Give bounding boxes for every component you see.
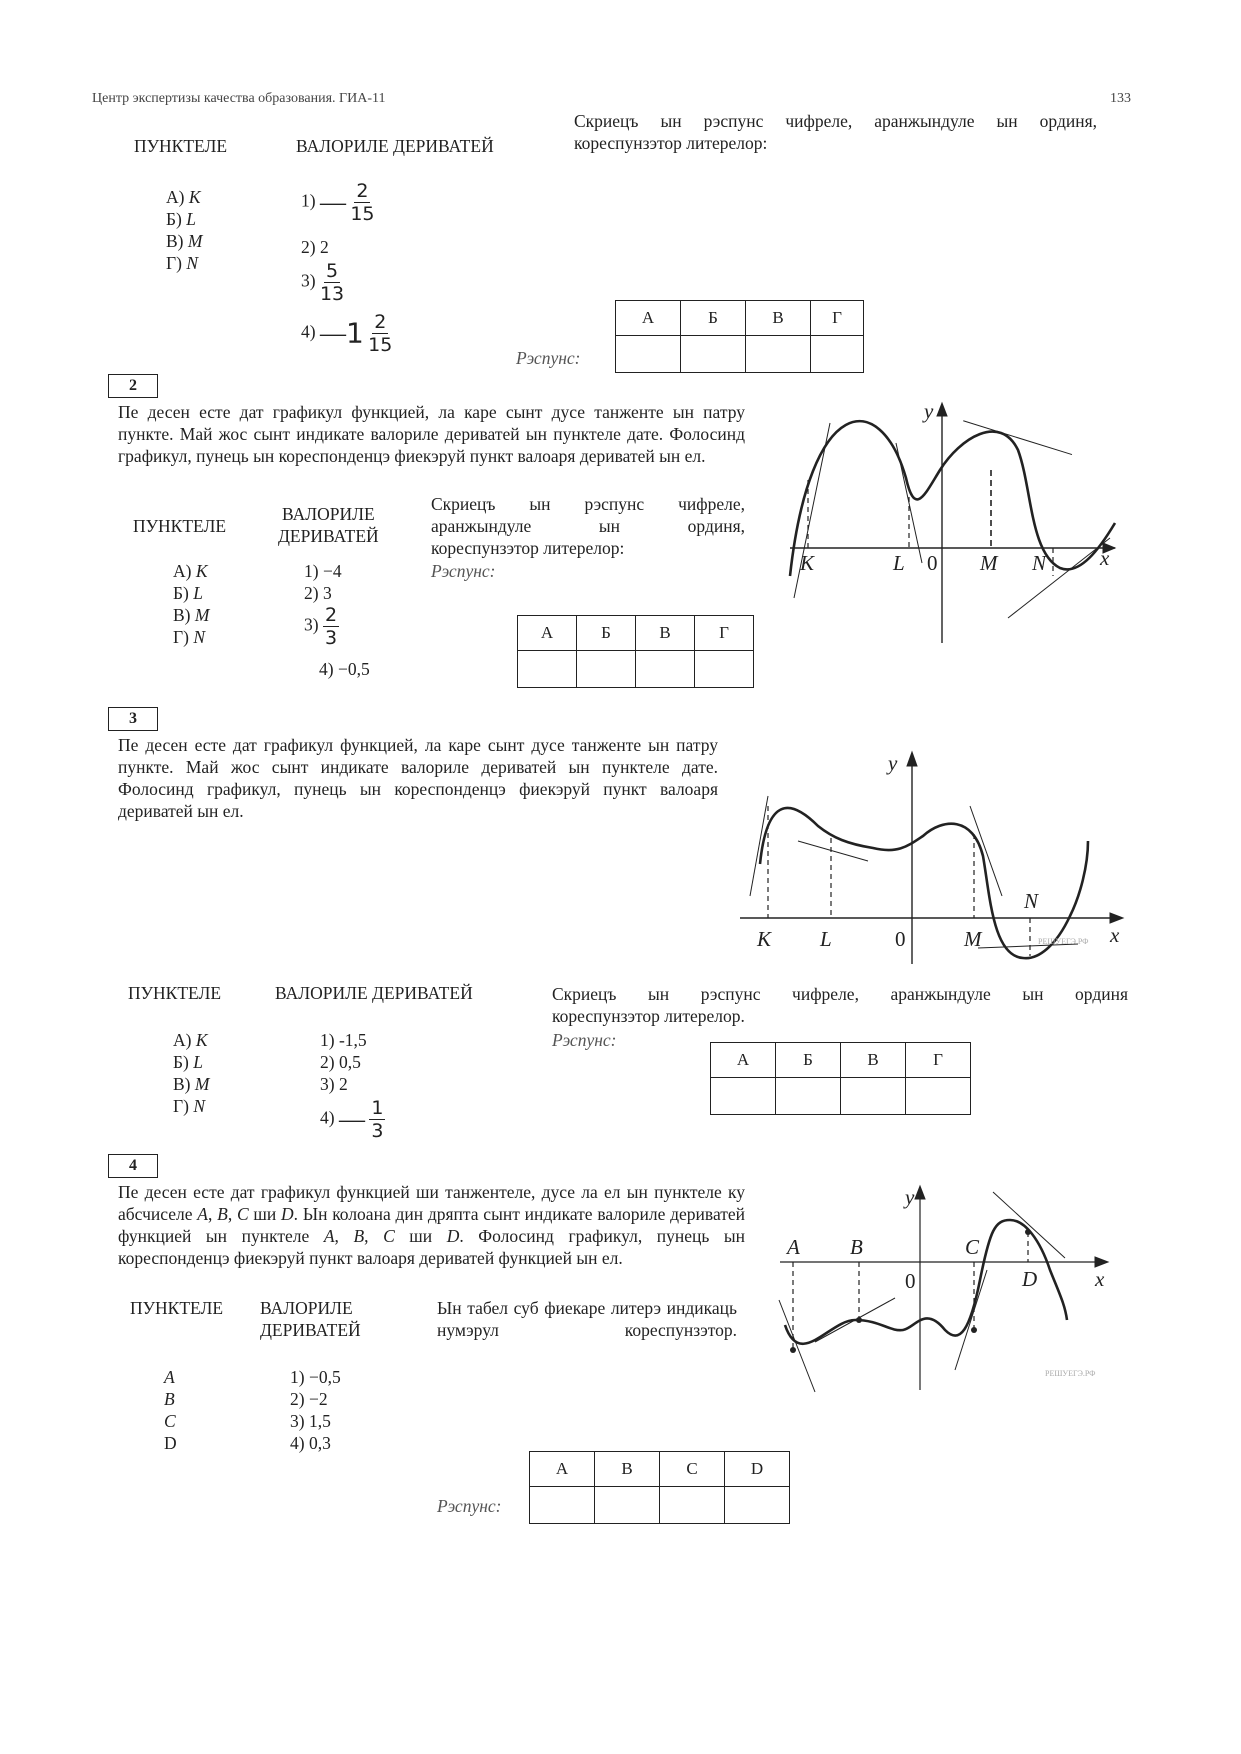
label-C: C xyxy=(965,1235,980,1259)
label-N: N xyxy=(1032,551,1047,575)
graph-task-4 xyxy=(775,1180,1120,1400)
grid-head: Г xyxy=(811,301,864,336)
label-K: K xyxy=(757,927,772,951)
option-2: 2) −2 xyxy=(290,1389,328,1409)
answer-cell[interactable] xyxy=(636,651,695,688)
point-L: Б) L xyxy=(173,583,203,603)
grid-head: А xyxy=(616,301,681,336)
tangent-N xyxy=(1008,538,1110,618)
tangent-M xyxy=(963,398,1072,488)
answer-cell[interactable] xyxy=(616,336,681,373)
label-M: M xyxy=(980,551,998,575)
answer-label-4: Рэспунс: xyxy=(437,1496,502,1516)
option-2: 2) 0,5 xyxy=(320,1052,361,1072)
point-B: B xyxy=(164,1389,175,1409)
watermark: РЕШУЕГЭ.РФ xyxy=(1045,1369,1096,1378)
grid-head: А xyxy=(518,616,577,651)
x-axis-arrow xyxy=(1095,1257,1108,1267)
answer-label-3: Рэспунс: xyxy=(552,1030,617,1050)
tangent-B xyxy=(815,1298,895,1342)
label-K: K xyxy=(800,551,815,575)
answer-cell[interactable] xyxy=(776,1078,841,1115)
answer-grid-2 xyxy=(517,615,754,688)
graph-task-3 xyxy=(738,746,1128,966)
option-4: 4) — $\frac{1}{3}$ xyxy=(320,1097,384,1142)
option-4: 4) 0,3 xyxy=(290,1433,331,1453)
answer-grid-1 xyxy=(615,300,864,373)
option-1: 1) -1,5 xyxy=(320,1030,367,1050)
col-values-header: ВАЛОРИЛЕ ДЕРИВАТЕЙ xyxy=(260,1298,361,1340)
grid-head: Б xyxy=(577,616,636,651)
grid-head: А xyxy=(711,1043,776,1078)
function-curve xyxy=(760,808,1088,958)
page-number: 133 xyxy=(1110,91,1131,106)
answer-cell[interactable] xyxy=(841,1078,906,1115)
option-4: 4) −0,5 xyxy=(319,659,370,679)
grid-head: Б xyxy=(776,1043,841,1078)
task-text-4: Пе десен есте дат графикул функцией ши танжентеле, дусе ла ел ын пунктеле ку абсчиселе A, B, C ши D. Ын колоана дин дряпта сынт индикате валориле дериватей функцией ын пунктеле A, B, C ши D. Фолосинд графикул, пунець ын кореспонденцэ фиекэруй пункт валоаря дериватей функцией ын ел. xyxy=(118,1182,746,1268)
grid-head: В xyxy=(746,301,811,336)
answer-cell[interactable] xyxy=(725,1487,790,1524)
grid-head: B xyxy=(595,1452,660,1487)
grid-head: D xyxy=(725,1452,790,1487)
option-4: 4) —1 $\frac{2}{15}$ xyxy=(301,311,393,356)
label-A: A xyxy=(787,1235,800,1259)
grid-head: В xyxy=(636,616,695,651)
option-1: 1) −0,5 xyxy=(290,1367,341,1387)
label-N: N xyxy=(1024,889,1039,913)
point-M: В) M xyxy=(173,605,210,625)
task-number-4: 4 xyxy=(108,1154,158,1178)
header-title: Центр экспертизы качества образования. ГИА-11 xyxy=(92,91,386,106)
label-B: B xyxy=(850,1235,863,1259)
label-M: M xyxy=(964,927,982,951)
watermark: РЕШУЕГЭ.РФ xyxy=(1038,937,1089,946)
task-number-3: 3 xyxy=(108,707,158,731)
instruction-1: Скриецъ ын рэспунс чифреле, аранжындуле ын ординя, кореспунзэтор литерелор: xyxy=(574,111,1097,153)
option-3: 3) 2 xyxy=(320,1074,348,1094)
col-points-header: ПУНКТЕЛЕ xyxy=(128,983,222,1003)
label-origin: 0 xyxy=(895,927,906,951)
grid-head: В xyxy=(841,1043,906,1078)
point-L: Б) L xyxy=(173,1052,203,1072)
answer-cell[interactable] xyxy=(746,336,811,373)
answer-grid-4 xyxy=(529,1451,790,1524)
point-marker-A xyxy=(790,1347,796,1353)
answer-cell[interactable] xyxy=(660,1487,725,1524)
answer-cell[interactable] xyxy=(595,1487,660,1524)
option-2: 2) 3 xyxy=(304,583,332,603)
grid-head: C xyxy=(660,1452,725,1487)
tangent-C xyxy=(955,1270,987,1370)
answer-cell[interactable] xyxy=(906,1078,971,1115)
option-1: 1) — $\frac{2}{15}$ xyxy=(301,180,375,225)
option-3: 3) $\frac{5}{13}$ xyxy=(301,260,345,305)
point-M: В) M xyxy=(173,1074,210,1094)
label-origin: 0 xyxy=(927,551,938,575)
instruction-4: Ын табел суб фиекаре литерэ индикаць нумэрул кореспунзэтор. xyxy=(437,1298,737,1340)
task-text-3: Пе десен есте дат графикул функцией, ла каре сынт дусе танженте ын патру пункте. Май жос сынт индикате валориле дериватей ын пунктеле дате. Фолосинд графикул, пунець ын кореспонденцэ фиекэруй пункт валоаря дериватей ын ел. xyxy=(118,735,718,821)
point-K: А) K xyxy=(173,561,208,581)
option-2: 2) 2 xyxy=(301,237,329,257)
tangent-D xyxy=(993,1192,1065,1258)
instruction-3: Скриецъ ын рэспунс чифреле, аранжындуле ын ординя кореспунзэтор литерелор. xyxy=(552,984,1128,1026)
instruction-2: Скриецъ ын рэспунс чифреле, аранжындуле ын ординя, кореспунзэтор литерелор: xyxy=(431,494,745,558)
answer-cell[interactable] xyxy=(711,1078,776,1115)
y-axis-arrow xyxy=(907,752,917,766)
axis-label-x: x xyxy=(1110,923,1120,947)
answer-grid-3 xyxy=(710,1042,971,1115)
grid-head: A xyxy=(530,1452,595,1487)
axis-label-x: x xyxy=(1100,546,1110,570)
label-L: L xyxy=(893,551,905,575)
point-N: Г) N xyxy=(166,253,199,273)
point-marker-B xyxy=(856,1317,862,1323)
y-axis-arrow xyxy=(937,403,947,416)
option-1: 1) −4 xyxy=(304,561,342,581)
label-L: L xyxy=(820,927,832,951)
label-origin: 0 xyxy=(905,1269,916,1293)
axis-label-y: y xyxy=(905,1185,915,1209)
tangent-A xyxy=(779,1300,815,1392)
point-N: Г) N xyxy=(173,627,206,647)
axis-label-x: x xyxy=(1095,1267,1105,1291)
col-points-header: ПУНКТЕЛЕ xyxy=(133,516,227,536)
grid-head: Г xyxy=(906,1043,971,1078)
function-curve xyxy=(790,421,1115,576)
col-values-header: ВАЛОРИЛЕ ДЕРИВАТЕЙ xyxy=(296,136,494,156)
col-values-header: ВАЛОРИЛЕ ДЕРИВАТЕЙ xyxy=(278,504,379,546)
point-M: В) M xyxy=(166,231,203,251)
axis-label-y: y xyxy=(888,751,898,775)
answer-label-1: Рэспунс: xyxy=(516,348,581,368)
point-marker-D xyxy=(1025,1229,1031,1235)
option-3: 3) $\frac{2}{3}$ xyxy=(304,604,338,649)
task-text-2: Пе десен есте дат графикул функцией, ла каре сынт дусе танженте ын патру пункте. Май жос сынт индикате валориле дериватей ын пунктеле дате. Фолосинд графикул, пунець ын кореспонденцэ фиекэруй пункт валоаря дериватей ын ел. xyxy=(118,402,745,466)
label-D: D xyxy=(1022,1267,1038,1291)
answer-label-2: Рэспунс: xyxy=(431,561,496,581)
task-number-2: 2 xyxy=(108,374,158,398)
point-K: А) K xyxy=(173,1030,208,1050)
point-marker-C xyxy=(971,1327,977,1333)
answer-cell[interactable] xyxy=(577,651,636,688)
point-N: Г) N xyxy=(173,1096,206,1116)
col-values-header: ВАЛОРИЛЕ ДЕРИВАТЕЙ xyxy=(275,983,473,1003)
axis-label-y: y xyxy=(924,399,934,423)
option-3: 3) 1,5 xyxy=(290,1411,331,1431)
answer-cell[interactable] xyxy=(681,336,746,373)
tangent-K xyxy=(750,796,768,896)
point-K: А) K xyxy=(166,187,201,207)
x-axis-arrow xyxy=(1110,913,1123,923)
point-L: Б) L xyxy=(166,209,196,229)
grid-head: Г xyxy=(695,616,754,651)
point-C: C xyxy=(164,1411,176,1431)
point-A: A xyxy=(164,1367,175,1387)
point-D: D xyxy=(164,1433,177,1453)
col-points-header: ПУНКТЕЛЕ xyxy=(130,1298,224,1318)
y-axis-arrow xyxy=(915,1186,925,1199)
answer-cell[interactable] xyxy=(530,1487,595,1524)
col-points-header: ПУНКТЕЛЕ xyxy=(134,136,228,156)
grid-head: Б xyxy=(681,301,746,336)
graph-task-2 xyxy=(770,398,1120,648)
answer-cell[interactable] xyxy=(695,651,754,688)
answer-cell[interactable] xyxy=(811,336,864,373)
answer-cell[interactable] xyxy=(518,651,577,688)
